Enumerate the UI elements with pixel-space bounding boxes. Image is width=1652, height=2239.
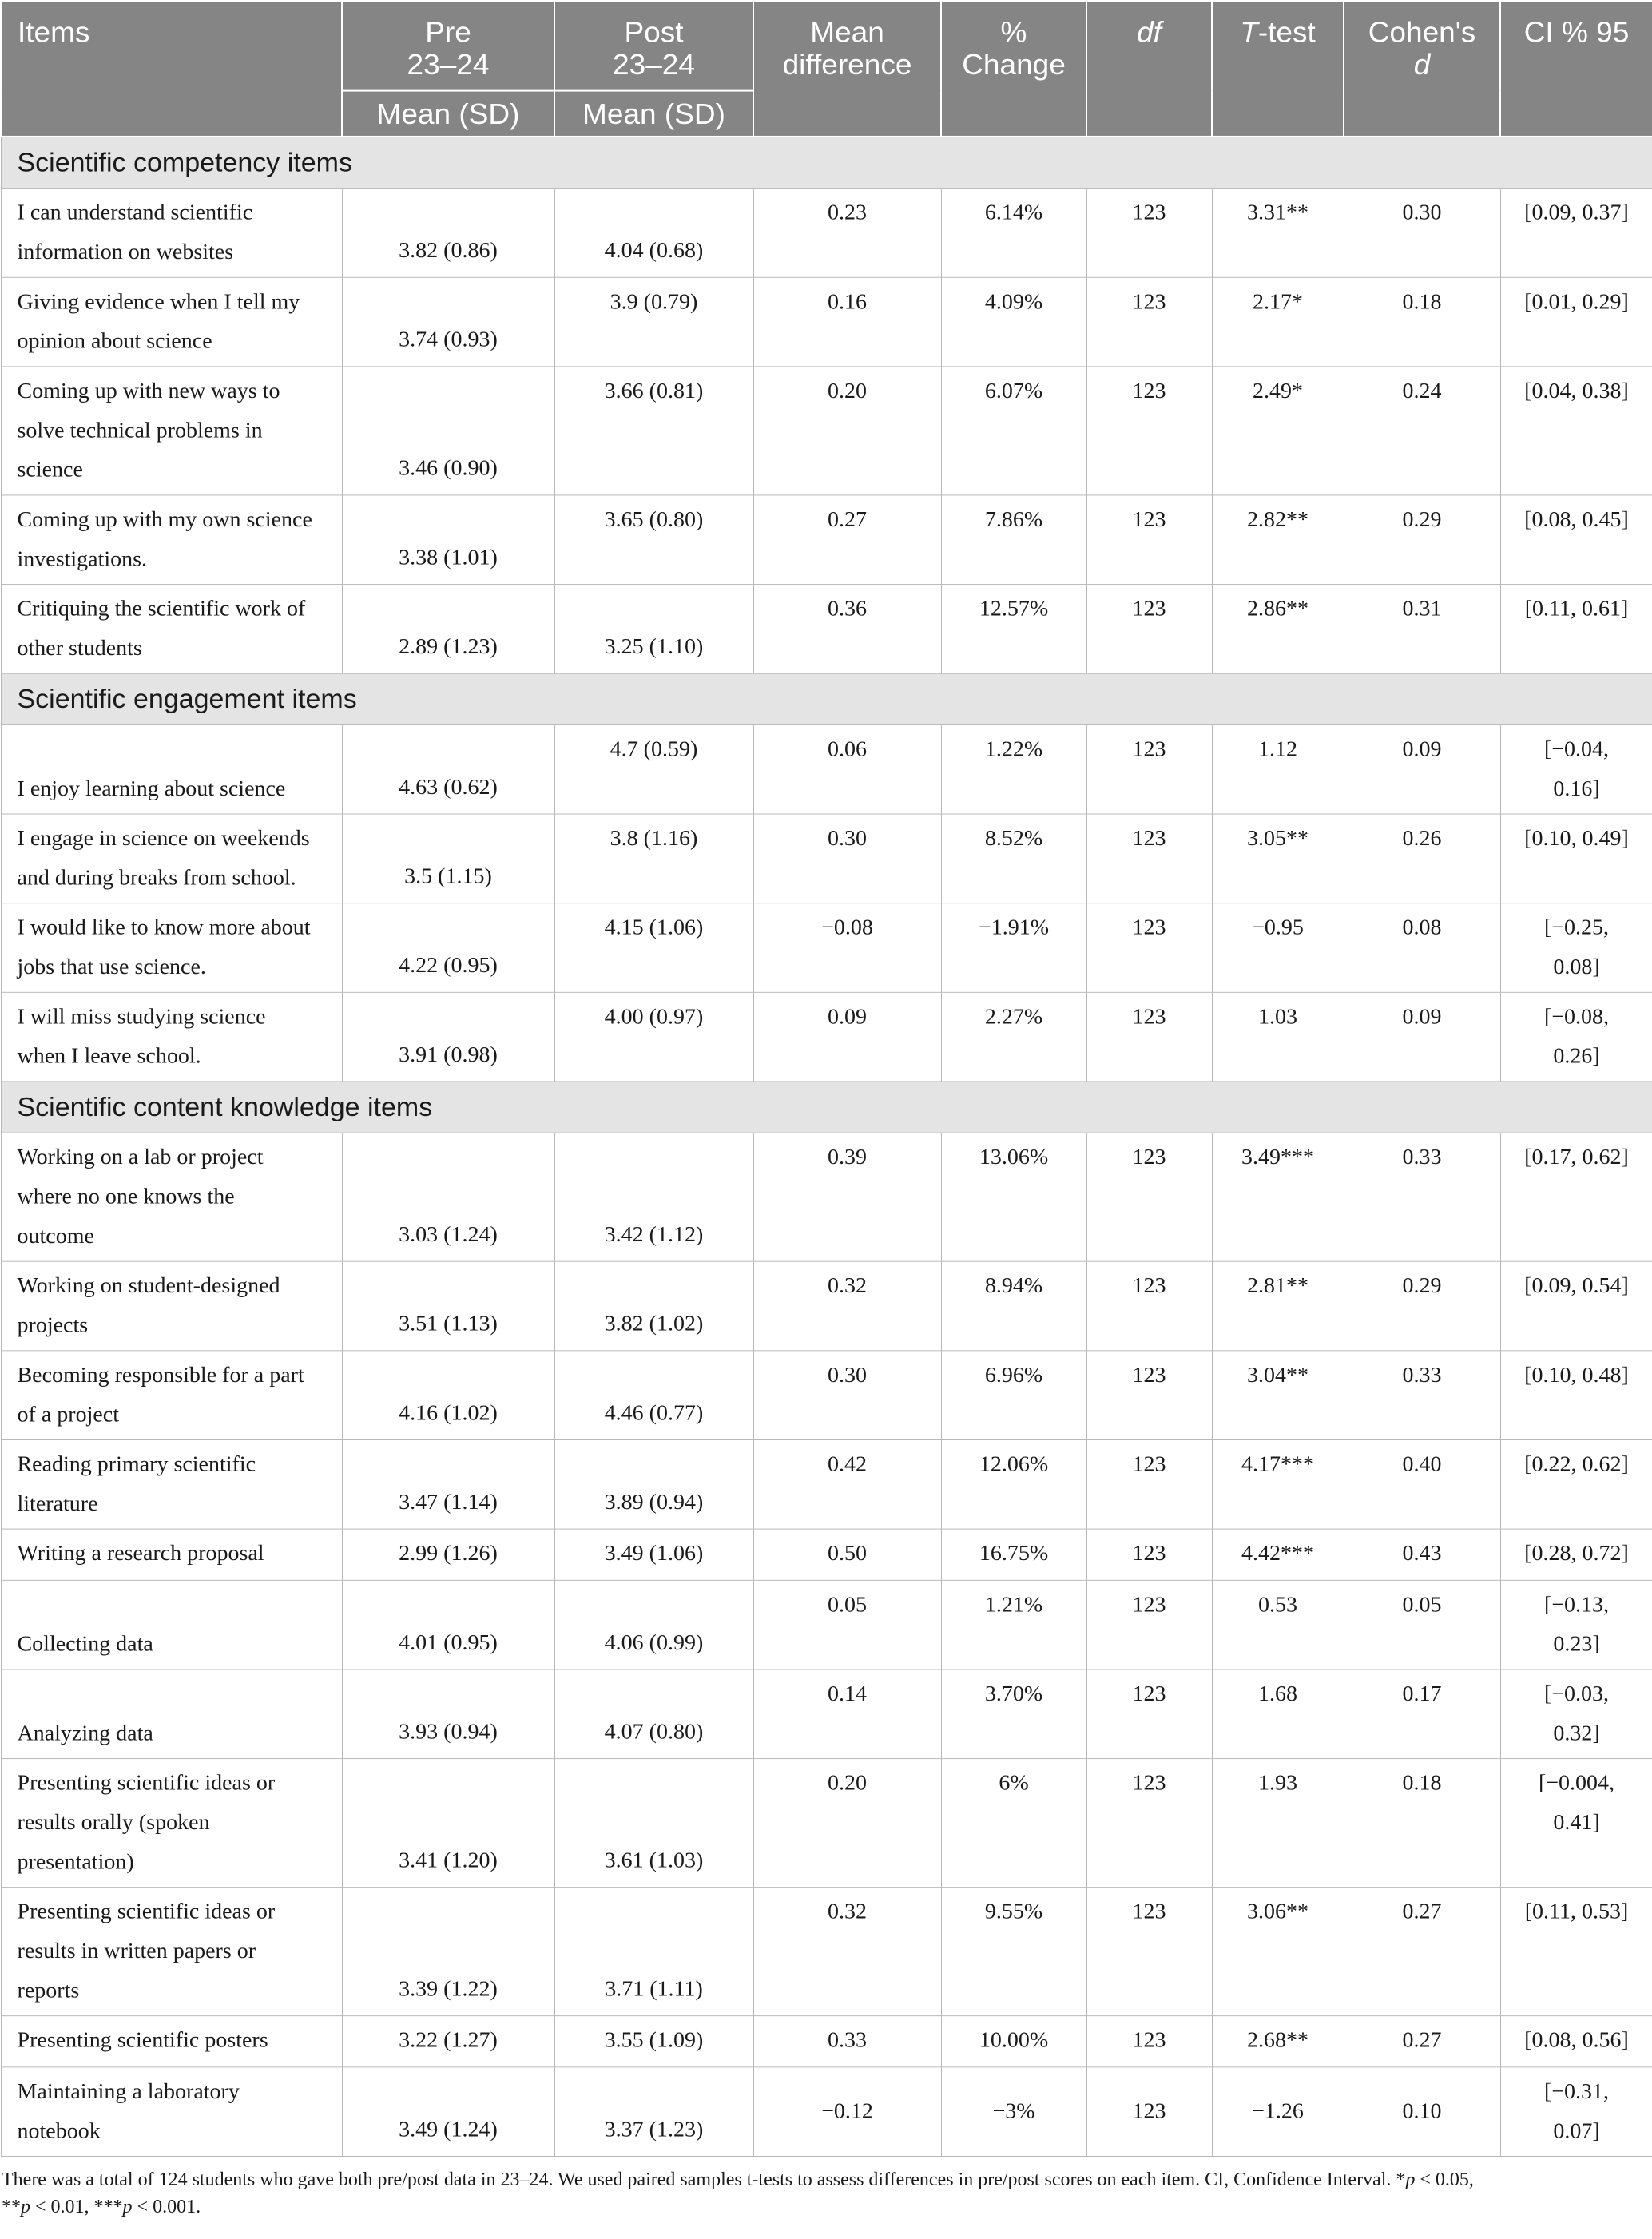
t-test-value: −0.95: [1212, 903, 1344, 993]
pre-mean-sd: 4.16 (1.02): [342, 1351, 554, 1440]
percent-change: 8.52%: [941, 814, 1086, 903]
confidence-interval-line: [−0.03,: [1543, 1681, 1610, 1706]
pre-mean-sd: 2.89 (1.23): [342, 585, 554, 674]
confidence-interval-line: 0.16]: [1553, 776, 1600, 801]
mean-difference: 0.16: [753, 277, 941, 367]
item-label-line: Working on student-designed: [17, 1273, 280, 1299]
confidence-interval-line: [−0.04,: [1543, 736, 1610, 762]
header-df: df: [1086, 1, 1212, 137]
item-label-line: Reading primary scientific: [17, 1451, 256, 1477]
pre-mean-sd: 3.46 (0.90): [342, 367, 554, 495]
confidence-interval: [1500, 2067, 1652, 2157]
confidence-interval: [1500, 2016, 1652, 2067]
item-label: [1, 1759, 342, 1888]
cohens-d-value: 0.10: [1344, 2067, 1500, 2157]
percent-change: 10.00%: [941, 2016, 1086, 2067]
table-row: [1, 903, 1652, 993]
degrees-of-freedom: 123: [1086, 189, 1212, 278]
t-test-value: 3.31**: [1212, 189, 1344, 278]
mean-difference: 0.32: [753, 1888, 941, 2016]
post-mean-sd: 3.49 (1.06): [554, 1529, 753, 1580]
post-mean-sd: 4.04 (0.68): [554, 189, 753, 278]
item-label-line: results orally (spoken: [17, 1810, 210, 1835]
t-test-value: 1.93: [1212, 1759, 1344, 1888]
pre-mean-sd: 3.82 (0.86): [342, 189, 554, 278]
pre-mean-sd: 3.41 (1.20): [342, 1759, 554, 1888]
confidence-interval: [1500, 1759, 1652, 1888]
item-label: [1, 1439, 342, 1529]
confidence-interval: [1500, 1669, 1652, 1759]
confidence-interval-line: [−0.08,: [1543, 1004, 1610, 1030]
section-title: Scientific content knowledge items: [1, 1082, 1652, 1133]
t-test-value: 0.53: [1212, 1580, 1344, 1669]
t-test-value: 3.04**: [1212, 1351, 1344, 1440]
item-label-line: Working on a lab or project: [17, 1145, 264, 1170]
table-row: [1, 814, 1652, 903]
item-label-line: reports: [17, 1978, 80, 2003]
percent-change: 6.14%: [941, 189, 1086, 278]
percent-change: 12.06%: [941, 1439, 1086, 1529]
post-mean-sd: 3.42 (1.12): [554, 1133, 753, 1261]
degrees-of-freedom: 123: [1086, 1888, 1212, 2016]
table-row: [1, 1261, 1652, 1351]
confidence-interval-line: 0.32]: [1553, 1721, 1600, 1746]
pre-mean-sd: 3.03 (1.24): [342, 1133, 554, 1261]
item-label: [1, 2067, 342, 2157]
mean-difference: 0.42: [753, 1439, 941, 1529]
mean-difference: 0.20: [753, 1759, 941, 1888]
table-header: [1, 1, 1652, 137]
item-label: [1, 1351, 342, 1440]
confidence-interval: [1500, 1351, 1652, 1440]
confidence-interval-line: [0.08, 0.45]: [1524, 507, 1629, 532]
mean-difference: 0.06: [753, 724, 941, 814]
post-mean-sd: 3.55 (1.09): [554, 2016, 753, 2067]
item-label: [1, 189, 342, 278]
t-test-value: 2.68**: [1212, 2016, 1344, 2067]
mean-difference: 0.30: [753, 1351, 941, 1440]
degrees-of-freedom: 123: [1086, 367, 1212, 495]
item-label-line: investigations.: [17, 546, 148, 572]
post-mean-sd: 3.65 (0.80): [554, 495, 753, 585]
header-post-mean-sd: Mean (SD): [554, 91, 753, 137]
confidence-interval: [1500, 1529, 1652, 1580]
confidence-interval-line: 0.08]: [1553, 955, 1600, 980]
pre-mean-sd: 4.22 (0.95): [342, 903, 554, 993]
percent-change: 6%: [941, 1759, 1086, 1888]
confidence-interval-line: [0.11, 0.61]: [1524, 596, 1629, 621]
header-t-test: T-test: [1212, 1, 1344, 137]
header-percent-change: % Change: [941, 1, 1086, 137]
degrees-of-freedom: 123: [1086, 1351, 1212, 1440]
post-mean-sd: 3.82 (1.02): [554, 1261, 753, 1351]
item-label-line: Coming up with new ways to: [17, 379, 280, 403]
item-label-line: [18, 730, 326, 769]
mean-difference: 0.50: [753, 1529, 941, 1580]
confidence-interval-line: [0.17, 0.62]: [1524, 1145, 1629, 1170]
table-row: [1, 1529, 1652, 1580]
cohens-d-value: 0.09: [1344, 992, 1500, 1082]
confidence-interval-line: 0.07]: [1553, 2118, 1600, 2144]
cohens-d-value: 0.26: [1344, 814, 1500, 903]
cohens-d-value: 0.33: [1344, 1351, 1500, 1440]
item-label-line: opinion about science: [17, 328, 212, 354]
cohens-d-value: 0.29: [1344, 1261, 1500, 1351]
table-row: [1, 1888, 1652, 2016]
table-footnote: There was a total of 124 students who gave both pre/post data in 23–24. We used paired samples t-tests to assess differences in pre/post scores on each item. CI, Confidence Interval. *p < 0.05, **p < 0.01, ***p < 0.001.: [2, 2170, 1474, 2217]
percent-change: 7.86%: [941, 495, 1086, 585]
item-label-line: Presenting scientific ideas or: [17, 1899, 276, 1924]
item-label-line: Maintaining a laboratory: [17, 2079, 240, 2104]
mean-difference: 0.30: [753, 814, 941, 903]
item-label-line: I can understand scientific: [17, 200, 253, 225]
table-row: [1, 1580, 1652, 1669]
header-items: Items: [1, 1, 342, 137]
mean-difference: 0.33: [753, 2016, 941, 2067]
cohens-d-value: 0.09: [1344, 724, 1500, 814]
degrees-of-freedom: 123: [1086, 1261, 1212, 1351]
item-label-line: Writing a research proposal: [17, 1541, 264, 1566]
confidence-interval: [1500, 1261, 1652, 1351]
confidence-interval: [1500, 1888, 1652, 2016]
percent-change: −3%: [941, 2067, 1086, 2157]
cohens-d-value: 0.43: [1344, 1529, 1500, 1580]
confidence-interval-line: [0.28, 0.72]: [1524, 1541, 1629, 1566]
t-test-value: 3.06**: [1212, 1888, 1344, 2016]
item-label-line: science: [17, 457, 83, 482]
cohens-d-value: 0.17: [1344, 1669, 1500, 1759]
item-label-line: literature: [17, 1491, 98, 1516]
post-mean-sd: 3.71 (1.11): [554, 1888, 753, 2016]
percent-change: 6.07%: [941, 367, 1086, 495]
section-title: Scientific engagement items: [1, 673, 1652, 724]
item-label: [1, 585, 342, 674]
t-test-value: 2.17*: [1212, 277, 1344, 367]
item-label: [1, 1888, 342, 2016]
pre-mean-sd: 3.74 (0.93): [342, 277, 554, 367]
degrees-of-freedom: 123: [1086, 992, 1212, 1082]
confidence-interval-line: [−0.004,: [1538, 1770, 1615, 1796]
degrees-of-freedom: 123: [1086, 1759, 1212, 1888]
degrees-of-freedom: 123: [1086, 1580, 1212, 1669]
cohens-d-value: 0.27: [1344, 1888, 1500, 2016]
confidence-interval-line: [0.09, 0.54]: [1524, 1273, 1629, 1299]
item-label: [1, 1669, 342, 1759]
item-label: [1, 277, 342, 367]
header-post: Post 23–24: [554, 1, 753, 91]
confidence-interval-line: [0.10, 0.48]: [1524, 1363, 1629, 1387]
t-test-value: 2.81**: [1212, 1261, 1344, 1351]
cohens-d-value: 0.18: [1344, 1759, 1500, 1888]
pre-mean-sd: 3.22 (1.27): [342, 2016, 554, 2067]
table-row: [1, 992, 1652, 1082]
t-test-value: 2.86**: [1212, 585, 1344, 674]
confidence-interval-line: [0.22, 0.62]: [1524, 1451, 1629, 1477]
item-label-line: solve technical problems in: [17, 418, 263, 443]
post-mean-sd: 4.00 (0.97): [554, 992, 753, 1082]
percent-change: 3.70%: [941, 1669, 1086, 1759]
confidence-interval: [1500, 724, 1652, 814]
item-label-line: of a project: [17, 1402, 119, 1427]
pre-mean-sd: 3.39 (1.22): [342, 1888, 554, 2016]
degrees-of-freedom: 123: [1086, 495, 1212, 585]
table-row: [1, 1669, 1652, 1759]
degrees-of-freedom: 123: [1086, 2067, 1212, 2157]
section-header-row: [1, 673, 1652, 724]
item-label-line: and during breaks from school.: [17, 865, 296, 891]
degrees-of-freedom: 123: [1086, 903, 1212, 993]
table-row: [1, 585, 1652, 674]
t-test-value: 1.03: [1212, 992, 1344, 1082]
post-mean-sd: 3.89 (0.94): [554, 1439, 753, 1529]
table-row: [1, 1133, 1652, 1261]
mean-difference: −0.08: [753, 903, 941, 993]
confidence-interval-line: [−0.25,: [1543, 915, 1610, 940]
pre-mean-sd: 3.5 (1.15): [342, 814, 554, 903]
pre-mean-sd: 3.47 (1.14): [342, 1439, 554, 1529]
item-label: [1, 903, 342, 993]
pre-mean-sd: 3.91 (0.98): [342, 992, 554, 1082]
confidence-interval-line: [0.11, 0.53]: [1524, 1899, 1629, 1924]
post-mean-sd: 3.25 (1.10): [554, 585, 753, 674]
item-label-line: I will miss studying science: [17, 1004, 266, 1030]
mean-difference: 0.05: [753, 1580, 941, 1669]
header-pre: Pre 23–24: [342, 1, 554, 91]
percent-change: 9.55%: [941, 1888, 1086, 2016]
confidence-interval: [1500, 1439, 1652, 1529]
post-mean-sd: 3.66 (0.81): [554, 367, 753, 495]
table-row: [1, 1439, 1652, 1529]
item-label-line: outcome: [17, 1224, 94, 1249]
table-row: [1, 189, 1652, 278]
degrees-of-freedom: 123: [1086, 1133, 1212, 1261]
post-mean-sd: 3.9 (0.79): [554, 277, 753, 367]
item-label-line: Presenting scientific ideas or: [17, 1770, 276, 1796]
confidence-interval: [1500, 277, 1652, 367]
item-label: [1, 1133, 342, 1261]
header-pre-mean-sd: Mean (SD): [342, 91, 554, 137]
pre-mean-sd: 3.93 (0.94): [342, 1669, 554, 1759]
section-header-row: [1, 137, 1652, 189]
table-row: [1, 277, 1652, 367]
mean-difference: 0.36: [753, 585, 941, 674]
item-label-line: Collecting data: [17, 1632, 153, 1657]
pre-mean-sd: 2.99 (1.26): [342, 1529, 554, 1580]
confidence-interval-line: [−0.31,: [1543, 2079, 1610, 2104]
header-ci: CI % 95: [1500, 1, 1652, 137]
item-label-line: I would like to know more about: [17, 915, 311, 940]
confidence-interval: [1500, 585, 1652, 674]
table-body: [1, 137, 1652, 2157]
t-test-value: 4.17***: [1212, 1439, 1344, 1529]
mean-difference: −0.12: [753, 2067, 941, 2157]
item-label-line: information on websites: [17, 240, 234, 264]
confidence-interval-line: [0.04, 0.38]: [1524, 379, 1629, 403]
section-header-row: [1, 1082, 1652, 1133]
cohens-d-value: 0.30: [1344, 189, 1500, 278]
pre-mean-sd: 4.01 (0.95): [342, 1580, 554, 1669]
t-test-value: 3.05**: [1212, 814, 1344, 903]
percent-change: 8.94%: [941, 1261, 1086, 1351]
degrees-of-freedom: 123: [1086, 2016, 1212, 2067]
item-label-line: where no one knows the: [17, 1184, 235, 1209]
confidence-interval: [1500, 992, 1652, 1082]
item-label-line: [18, 1674, 326, 1713]
confidence-interval: [1500, 495, 1652, 585]
t-test-value: 2.82**: [1212, 495, 1344, 585]
pre-mean-sd: 3.51 (1.13): [342, 1261, 554, 1351]
item-label-line: [18, 1586, 326, 1625]
header-mean-difference: Mean difference: [753, 1, 941, 137]
item-label: [1, 495, 342, 585]
cohens-d-value: 0.08: [1344, 903, 1500, 993]
table-row: [1, 495, 1652, 585]
degrees-of-freedom: 123: [1086, 585, 1212, 674]
confidence-interval: [1500, 814, 1652, 903]
item-label: [1, 1529, 342, 1580]
item-label: [1, 724, 342, 814]
t-test-value: 4.42***: [1212, 1529, 1344, 1580]
confidence-interval-line: [0.01, 0.29]: [1524, 289, 1629, 315]
confidence-interval-line: 0.41]: [1553, 1810, 1600, 1835]
pre-mean-sd: 3.49 (1.24): [342, 2067, 554, 2157]
degrees-of-freedom: 123: [1086, 814, 1212, 903]
cohens-d-value: 0.29: [1344, 495, 1500, 585]
mean-difference: 0.09: [753, 992, 941, 1082]
percent-change: 16.75%: [941, 1529, 1086, 1580]
percent-change: 1.22%: [941, 724, 1086, 814]
confidence-interval-line: [0.08, 0.56]: [1524, 2027, 1629, 2053]
degrees-of-freedom: 123: [1086, 724, 1212, 814]
t-test-value: 1.12: [1212, 724, 1344, 814]
item-label: [1, 367, 342, 495]
item-label-line: notebook: [17, 2118, 101, 2144]
degrees-of-freedom: 123: [1086, 1529, 1212, 1580]
degrees-of-freedom: 123: [1086, 277, 1212, 367]
cohens-d-value: 0.40: [1344, 1439, 1500, 1529]
confidence-interval: [1500, 189, 1652, 278]
table-row: [1, 2067, 1652, 2157]
confidence-interval-line: 0.26]: [1553, 1044, 1600, 1069]
item-label-line: Becoming responsible for a part: [17, 1363, 304, 1387]
cohens-d-value: 0.18: [1344, 277, 1500, 367]
mean-difference: 0.27: [753, 495, 941, 585]
pre-mean-sd: 4.63 (0.62): [342, 724, 554, 814]
percent-change: 13.06%: [941, 1133, 1086, 1261]
t-test-value: 1.68: [1212, 1669, 1344, 1759]
percent-change: −1.91%: [941, 903, 1086, 993]
cohens-d-value: 0.33: [1344, 1133, 1500, 1261]
post-mean-sd: 4.15 (1.06): [554, 903, 753, 993]
header-cohens-d: Cohen's d: [1344, 1, 1500, 137]
item-label: [1, 992, 342, 1082]
post-mean-sd: 3.8 (1.16): [554, 814, 753, 903]
post-mean-sd: 4.06 (0.99): [554, 1580, 753, 1669]
item-label: [1, 1261, 342, 1351]
percent-change: 12.57%: [941, 585, 1086, 674]
item-label-line: projects: [17, 1312, 89, 1338]
item-label-line: when I leave school.: [17, 1044, 201, 1069]
degrees-of-freedom: 123: [1086, 1669, 1212, 1759]
table-row: [1, 724, 1652, 814]
item-label-line: other students: [17, 636, 142, 661]
percent-change: 4.09%: [941, 277, 1086, 367]
mean-difference: 0.20: [753, 367, 941, 495]
item-label-line: jobs that use science.: [17, 955, 206, 980]
mean-difference: 0.39: [753, 1133, 941, 1261]
item-label: [1, 2016, 342, 2067]
item-label-line: Critiquing the scientific work of: [17, 596, 306, 621]
percent-change: 2.27%: [941, 992, 1086, 1082]
item-label-line: Giving evidence when I tell my: [17, 289, 300, 315]
table-row: [1, 1759, 1652, 1888]
section-title: Scientific competency items: [1, 137, 1652, 189]
mean-difference: 0.14: [753, 1669, 941, 1759]
percent-change: 1.21%: [941, 1580, 1086, 1669]
item-label-line: Coming up with my own science: [17, 507, 312, 532]
item-label-line: presentation): [17, 1849, 134, 1875]
confidence-interval: [1500, 1133, 1652, 1261]
t-test-value: −1.26: [1212, 2067, 1344, 2157]
item-label-line: I engage in science on weekends: [17, 826, 310, 851]
pre-mean-sd: 3.38 (1.01): [342, 495, 554, 585]
table-row: [1, 1351, 1652, 1440]
item-label-line: Presenting scientific posters: [17, 2027, 268, 2053]
confidence-interval-line: [0.09, 0.37]: [1524, 200, 1629, 225]
table-row: [1, 367, 1652, 495]
confidence-interval: [1500, 903, 1652, 993]
percent-change: 6.96%: [941, 1351, 1086, 1440]
confidence-interval-line: [0.10, 0.49]: [1524, 826, 1629, 851]
post-mean-sd: 4.7 (0.59): [554, 724, 753, 814]
mean-difference: 0.23: [753, 189, 941, 278]
item-label: [1, 1580, 342, 1669]
post-mean-sd: 4.07 (0.80): [554, 1669, 753, 1759]
post-mean-sd: 4.46 (0.77): [554, 1351, 753, 1440]
cohens-d-value: 0.31: [1344, 585, 1500, 674]
item-label-line: Analyzing data: [17, 1721, 153, 1746]
t-test-value: 2.49*: [1212, 367, 1344, 495]
confidence-interval-line: 0.23]: [1553, 1632, 1600, 1657]
post-mean-sd: 3.37 (1.23): [554, 2067, 753, 2157]
degrees-of-freedom: 123: [1086, 1439, 1212, 1529]
cohens-d-value: 0.05: [1344, 1580, 1500, 1669]
mean-difference: 0.32: [753, 1261, 941, 1351]
table-row: [1, 2016, 1652, 2067]
confidence-interval-line: [−0.13,: [1543, 1592, 1610, 1618]
item-label: [1, 814, 342, 903]
item-label-line: results in written papers or: [17, 1939, 256, 1963]
item-label-line: I enjoy learning about science: [17, 776, 286, 801]
confidence-interval: [1500, 367, 1652, 495]
cohens-d-value: 0.27: [1344, 2016, 1500, 2067]
post-mean-sd: 3.61 (1.03): [554, 1759, 753, 1888]
t-test-value: 3.49***: [1212, 1133, 1344, 1261]
cohens-d-value: 0.24: [1344, 367, 1500, 495]
confidence-interval: [1500, 1580, 1652, 1669]
